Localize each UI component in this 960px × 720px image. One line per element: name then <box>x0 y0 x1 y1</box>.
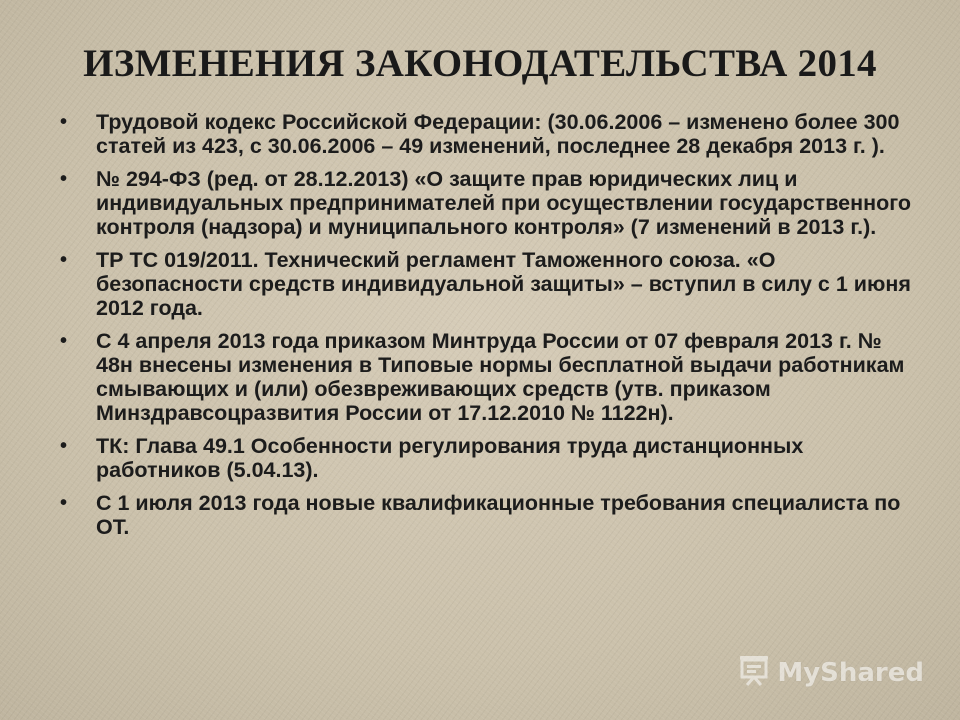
bullet-dot-icon: • <box>60 111 68 133</box>
bullet-text: ТР ТС 019/2011. Технический регламент Таможенного союза. «О безопасности средств индивидуальной защиты» – вступил в силу с 1 июня 2012 года. <box>96 248 911 320</box>
bullet-item <box>60 167 915 239</box>
bullet-text: С 4 апреля 2013 года приказом Минтруда России от 07 февраля 2013 г. № 48н внесены изменения в Типовые нормы бесплатной выдачи работникам смывающих и (или) обезвреживающих средств (утв. приказом Минздравсоцразвития России от 17.12.2010 № 1122н). <box>96 329 905 425</box>
bullet-text: Трудовой кодекс Российской Федерации: (30.06.2006 – изменено более 300 статей из 423, с 30.06.2006 – 49 изменений, последнее 28 декабря 2013 г. ). <box>96 110 900 158</box>
bullet-item <box>60 110 915 158</box>
bullet-item <box>60 329 915 425</box>
bullet-text: С 1 июля 2013 года новые квалификационные требования специалиста по ОТ. <box>96 491 901 539</box>
bullet-item <box>60 491 915 539</box>
watermark-text: MyShared <box>777 657 924 688</box>
bullet-dot-icon: • <box>60 168 68 190</box>
bullet-item <box>60 248 915 320</box>
bullet-dot-icon: • <box>60 249 68 271</box>
slide-title: ИЗМЕНЕНИЯ ЗАКОНОДАТЕЛЬСТВА 2014 <box>83 42 877 85</box>
projector-screen-icon <box>737 653 771 692</box>
bullet-text: № 294-ФЗ (ред. от 28.12.2013) «О защите прав юридических лиц и индивидуальных предпринимателей при осуществлении государственного контроля (надзора) и муниципального контроля» (7 изменений в 2013 г.). <box>96 167 912 239</box>
bullet-text: ТК: Глава 49.1 Особенности регулирования труда дистанционных работников (5.04.13). <box>96 434 804 482</box>
bullet-dot-icon: • <box>60 492 68 514</box>
watermark-logo[interactable] <box>737 653 924 692</box>
bullet-dot-icon: • <box>60 330 68 352</box>
bullet-list <box>60 110 915 548</box>
bullet-item <box>60 434 915 482</box>
bullet-dot-icon: • <box>60 435 68 457</box>
